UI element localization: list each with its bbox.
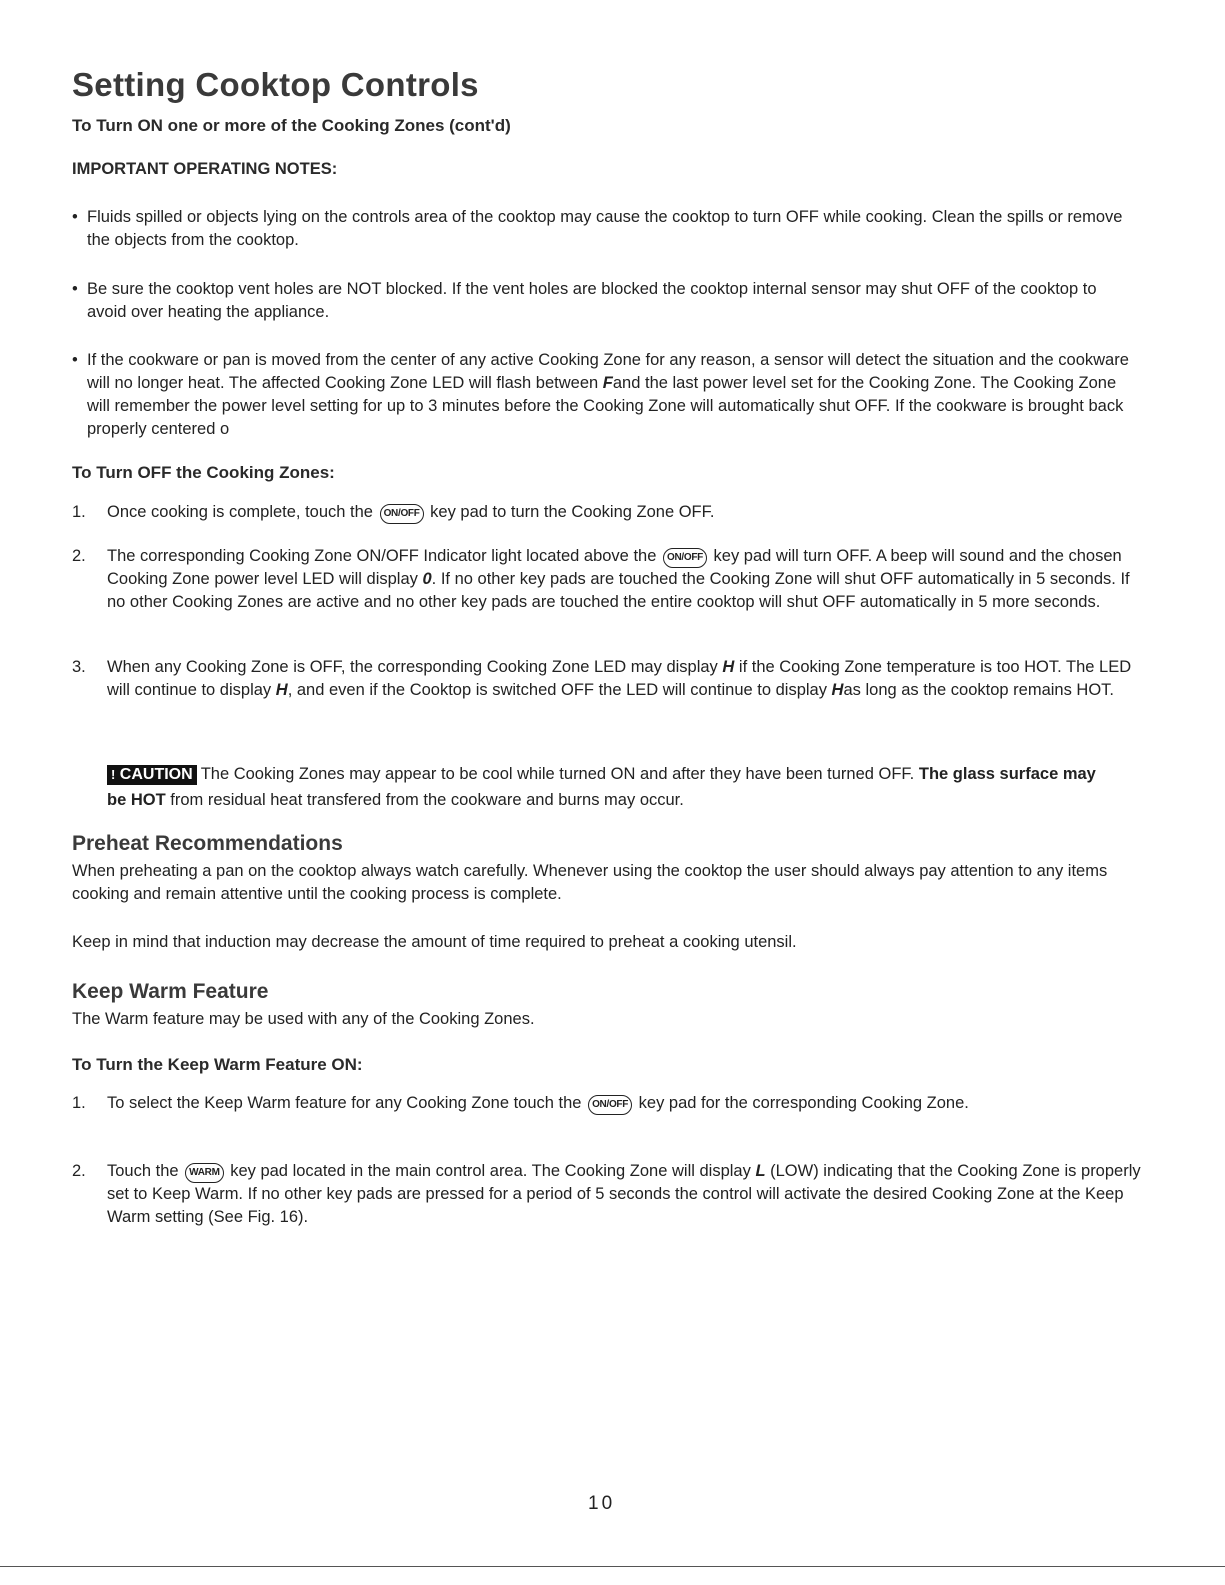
warning-triangle-icon: ! — [111, 767, 116, 782]
on-off-keypad-icon: ON/OFF — [588, 1095, 632, 1115]
note-text: If the cookware or pan is moved from the center of any active Cooking Zone for any reason, a sensor will detect the situation and the cookware will no longer heat. The affected Cooking Zone LED will flash between Fand the last power level set for the Cooking Zone. The Cooking Zone will remember the power level setting for up to 3 minutes before the Cooking Zone will automatically shut OFF. If the cookware is brought back properly centered o — [87, 351, 1129, 438]
step-text: The corresponding Cooking Zone ON/OFF Indicator light located above the ON/OFF key pad will turn OFF. A beep will sound and the chosen Cooking Zone power level LED will display 0. If no other key pads are touched the Cooking Zone will shut OFF automatically in 5 seconds. If no other Cooking Zones are active and no other key pads are touched the entire cooktop will shut OFF automatically in 5 more seconds. — [107, 547, 1130, 611]
warm-step-1 — [72, 1092, 1152, 1115]
keep-warm-on-heading: To Turn the Keep Warm Feature ON: — [72, 1055, 363, 1074]
note-text: Fluids spilled or objects lying on the controls area of the cooktop may cause the cooktop to turn OFF while cooking. Clean the spills or remove the objects from the cooktop. — [87, 208, 1123, 249]
warm-keypad-icon: WARM — [185, 1163, 223, 1183]
off-step-2 — [72, 545, 1152, 614]
note-text: Be sure the cooktop vent holes are NOT blocked. If the vent holes are blocked the cooktop internal sensor may shut OFF of the cooktop to avoid over heating the appliance. — [87, 280, 1097, 321]
subtitle-turn-on-contd: To Turn ON one or more of the Cooking Zones (cont'd) — [72, 116, 511, 135]
caution-note: ! CAUTION The Cooking Zones may appear to be cool while turned ON and after they have been turned OFF. The glass surface may be HOT from residual heat transfered from the cookware and burns may occur. — [107, 765, 1096, 809]
led-symbol-h: H — [831, 681, 844, 699]
led-symbol-l: L — [755, 1162, 766, 1180]
turn-off-heading: To Turn OFF the Cooking Zones: — [72, 463, 335, 482]
on-off-keypad-icon: ON/OFF — [380, 504, 424, 524]
page-number: 10 — [588, 1493, 616, 1514]
on-off-keypad-icon: ON/OFF — [663, 548, 707, 568]
step-number: 2. — [72, 1162, 86, 1180]
led-symbol-h: H — [275, 681, 288, 699]
bullet-mark: • — [72, 208, 78, 226]
led-symbol-f: F — [602, 374, 613, 392]
keep-warm-intro: The Warm feature may be used with any of the Cooking Zones. — [72, 1010, 535, 1028]
step-number: 1. — [72, 1094, 86, 1112]
note-vent-holes — [72, 278, 1132, 324]
step-text: Once cooking is complete, touch the ON/OFF key pad to turn the Cooking Zone OFF. — [107, 501, 1152, 524]
bullet-mark: • — [72, 280, 78, 298]
bottom-divider — [0, 1566, 1225, 1567]
off-step-3 — [72, 656, 1152, 702]
important-notes-heading: IMPORTANT OPERATING NOTES: — [72, 160, 338, 178]
warm-step-2 — [72, 1160, 1152, 1229]
step-text: Touch the WARM key pad located in the main control area. The Cooking Zone will display L (LOW) indicating that the Cooking Zone is properly set to Keep Warm. If no other key pads are pressed for a period of 5 seconds the control will activate the desired Cooking Zone at the Keep Warm setting (See Fig. 16). — [107, 1162, 1141, 1226]
step-number: 1. — [72, 503, 86, 521]
note-fluids — [72, 206, 1132, 252]
step-number: 2. — [72, 547, 86, 565]
note-cookware-moved — [72, 349, 1132, 441]
step-text: To select the Keep Warm feature for any Cooking Zone touch the ON/OFF key pad for the corresponding Cooking Zone. — [107, 1092, 1152, 1115]
off-step-1 — [72, 501, 1152, 524]
preheat-paragraph-2: Keep in mind that induction may decrease the amount of time required to preheat a cooking utensil. — [72, 933, 797, 951]
keep-warm-heading: Keep Warm Feature — [72, 980, 269, 1003]
bullet-mark: • — [72, 351, 78, 369]
led-symbol-h: H — [722, 658, 735, 676]
step-number: 3. — [72, 658, 86, 676]
preheat-heading: Preheat Recommendations — [72, 832, 343, 855]
preheat-paragraph-1: When preheating a pan on the cooktop always watch carefully. Whenever using the cooktop the user should always pay attention to any items cooking and remain attentive until the cooking process is complete. — [72, 862, 1108, 903]
page-title: Setting Cooktop Controls — [72, 66, 479, 103]
led-symbol-0: 0 — [422, 570, 432, 588]
caution-badge: ! CAUTION — [107, 765, 197, 785]
step-text: When any Cooking Zone is OFF, the corresponding Cooking Zone LED may display H if the Cooking Zone temperature is too HOT. The LED will continue to display H, and even if the Cooktop is switched OFF the LED will continue to display Has long as the cooktop remains HOT. — [107, 658, 1132, 699]
